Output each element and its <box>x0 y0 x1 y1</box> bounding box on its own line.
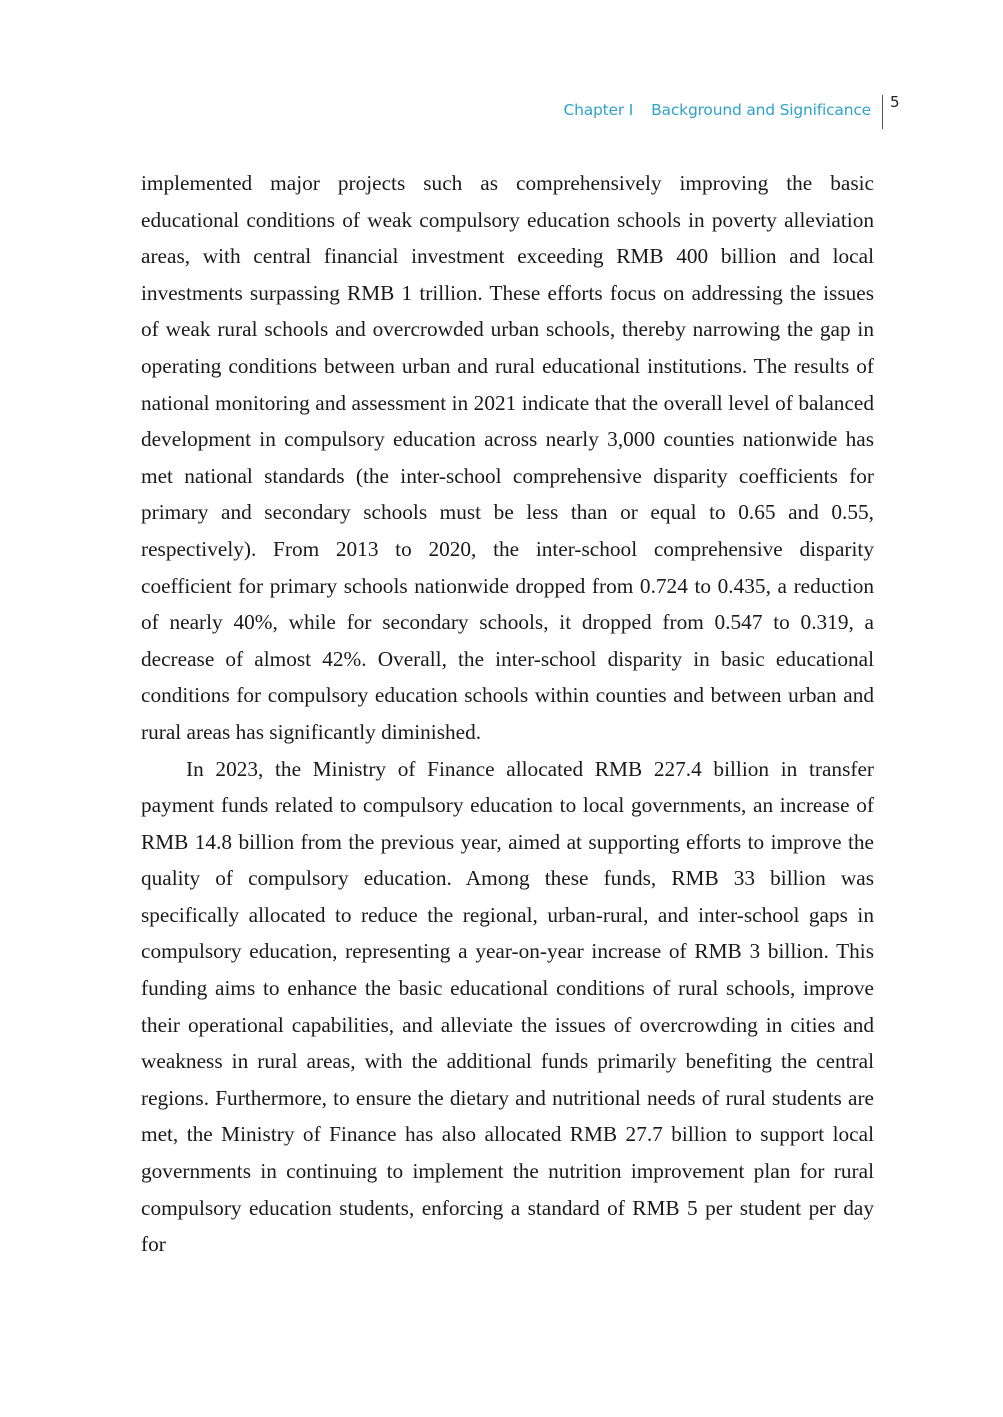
paragraph: In 2023, the Ministry of Finance allocated RMB 227.4 billion in transfer payment funds related to compulsory education to local governments, an increase of RMB 14.8 billion from the previous year, aimed at supporting efforts to improve the quality of compulsory education. Among these funds, RMB 33 billion was specifically allocated to reduce the regional, urban-rural, and inter-school gaps in compulsory education, representing a year-on-year increase of RMB 3 billion. This funding aims to enhance the basic educational conditions of rural schools, improve their operational capabilities, and alleviate the issues of overcrowding in cities and weakness in rural areas, with the additional funds primarily benefiting the central regions. Furthermore, to ensure the dietary and nutritional needs of rural students are met, the Ministry of Finance has also allocated RMB 27.7 billion to support local governments in continuing to implement the nutrition improvement plan for rural compulsory education students, enforcing a standard of RMB 5 per student per day for <box>141 756 874 1257</box>
page-number: 5 <box>890 93 900 111</box>
header-divider <box>882 95 883 129</box>
chapter-label: Chapter Ⅰ <box>563 101 634 119</box>
running-header <box>563 101 871 119</box>
chapter-title: Background and Significance <box>651 101 871 119</box>
paragraph-continued: implemented major projects such as comprehensively improving the basic educational conditions of weak compulsory education schools in poverty alleviation areas, with central financial investment exceeding RMB 400 billion and local investments surpassing RMB 1 trillion. These efforts focus on addressing the issues of weak rural schools and overcrowded urban schools, thereby narrowing the gap in operating conditions between urban and rural educational institutions. The results of national monitoring and assessment in 2021 indicate that the overall level of balanced development in compulsory education across nearly 3,000 counties nationwide has met national standards (the inter-school comprehensive disparity coefficients for primary and secondary schools must be less than or equal to 0.65 and 0.55, respectively). From 2013 to 2020, the inter-school comprehensive disparity coefficient for primary schools nationwide dropped from 0.724 to 0.435, a reduction of nearly 40%, while for secondary schools, it dropped from 0.547 to 0.319, a decrease of almost 42%. Overall, the inter-school disparity in basic educational conditions for compulsory education schools within counties and between urban and rural areas has significantly diminished. <box>141 171 874 744</box>
body-text <box>141 165 874 1263</box>
